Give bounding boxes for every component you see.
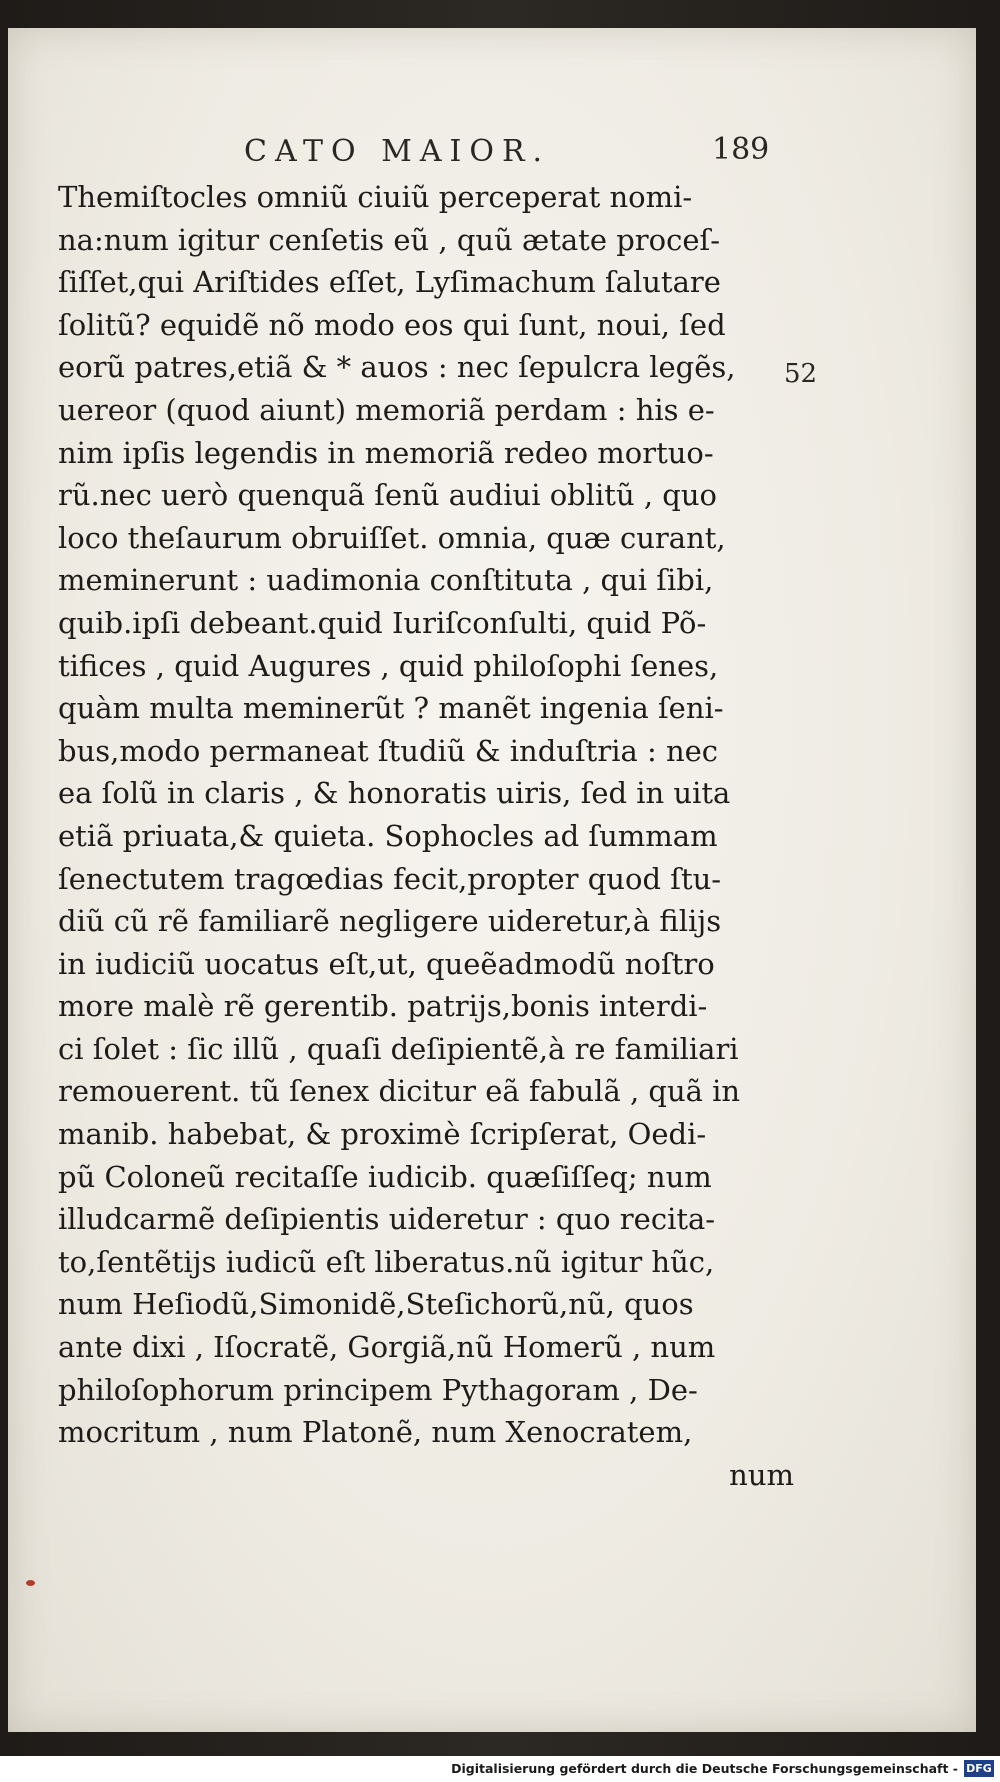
dfg-logo-icon: DFG [964,1760,994,1777]
text-line: uereor (quod aiunt) memoriã perdam : his e- [58,392,715,427]
red-ink-spot [26,1580,35,1586]
running-head [8,126,976,176]
text-line: Themiſtocles omniũ ciuiũ perceperat nomi- [58,180,693,214]
funding-credit: Digitalisierung gefördert durch die Deutsche Forschungsgemeinschaft - [451,1761,958,1776]
text-line: in iudiciũ uocatus eſt,ut, queẽadmodũ noſtro [58,946,715,981]
book-page [8,28,976,1732]
text-line: ea ſolũ in claris , & honoratis uiris, ſed in uita [58,776,731,811]
text-line: rũ.nec uerò quenquã ſenũ audiui oblitũ , quo [58,478,717,513]
digitization-footer [0,1756,1000,1782]
text-line: num Heſiodũ,Simonidẽ,Steſichorũ,nũ, quos [58,1287,694,1322]
body-text [58,176,798,1496]
running-title: CATO MAIOR. [244,134,551,169]
text-line: manib. habebat, & proximè ſcripſerat, Oedi- [58,1117,707,1152]
text-line: more malè rẽ gerentib. patrijs,bonis interdi- [58,989,708,1024]
text-line: mocritum , num Platonẽ, num Xenocratem, [58,1415,693,1450]
text-line: philoſophorum principem Pythagoram , De- [58,1372,698,1407]
text-line: ci ſolet : ſic illũ , quaſi deſipientẽ,à re familiari [58,1031,739,1066]
text-line: remouerent. tũ ſenex dicitur eã fabulã , quã in [58,1074,741,1109]
catchword: num [729,1457,794,1492]
page-number: 189 [712,132,770,167]
text-line: tifices , quid Augures , quid philoſophi ſenes, [58,648,719,683]
text-line: ſolitũ? equidẽ nõ modo eos qui ſunt, noui, ſed [58,307,726,342]
margin-note: 52 [784,359,818,389]
text-line: nim ipſis legendis in memoriã redeo mortuo- [58,435,714,470]
text-line: quib.ipſi debeant.quid Iuriſconſulti, quid Põ- [58,605,707,640]
text-line: meminerunt : uadimonia conſtituta , qui ſibi, [58,563,714,598]
text-line: ante dixi , Iſocratẽ, Gorgiã,nũ Homerũ , num [58,1330,716,1365]
text-line: pũ Coloneũ recitaſſe iudicib. quæſiſſeq; num [58,1159,712,1194]
text-line: etiã priuata,& quieta. Sophocles ad ſummam [58,818,718,853]
text-line: na:num igitur cenſetis eũ , quũ ætate proceſ- [58,222,721,257]
text-line: loco theſaurum obruiſſet. omnia, quæ curant, [58,520,726,555]
text-line: quàm multa meminerũt ? manẽt ingenia ſeni- [58,691,724,726]
text-line: ſiſſet,qui Ariſtides eſſet, Lyſimachum ſalutare [58,265,721,300]
text-line: illudcarmẽ deſipientis uideretur : quo recita- [58,1202,716,1237]
text-line: diũ cũ rẽ familiarẽ negligere uideretur,à filijs [58,904,722,939]
text-line: bus,modo permaneat ſtudiũ & induſtria : nec [58,733,719,768]
text-line: to,ſentẽtijs iudicũ eſt liberatus.nũ igitur hũc, [58,1244,715,1279]
text-line: ſenectutem tragœdias fecit,propter quod ſtu- [58,861,722,896]
text-line: eorũ patres,etiã & * auos : nec ſepulcra legẽs, [58,350,736,385]
